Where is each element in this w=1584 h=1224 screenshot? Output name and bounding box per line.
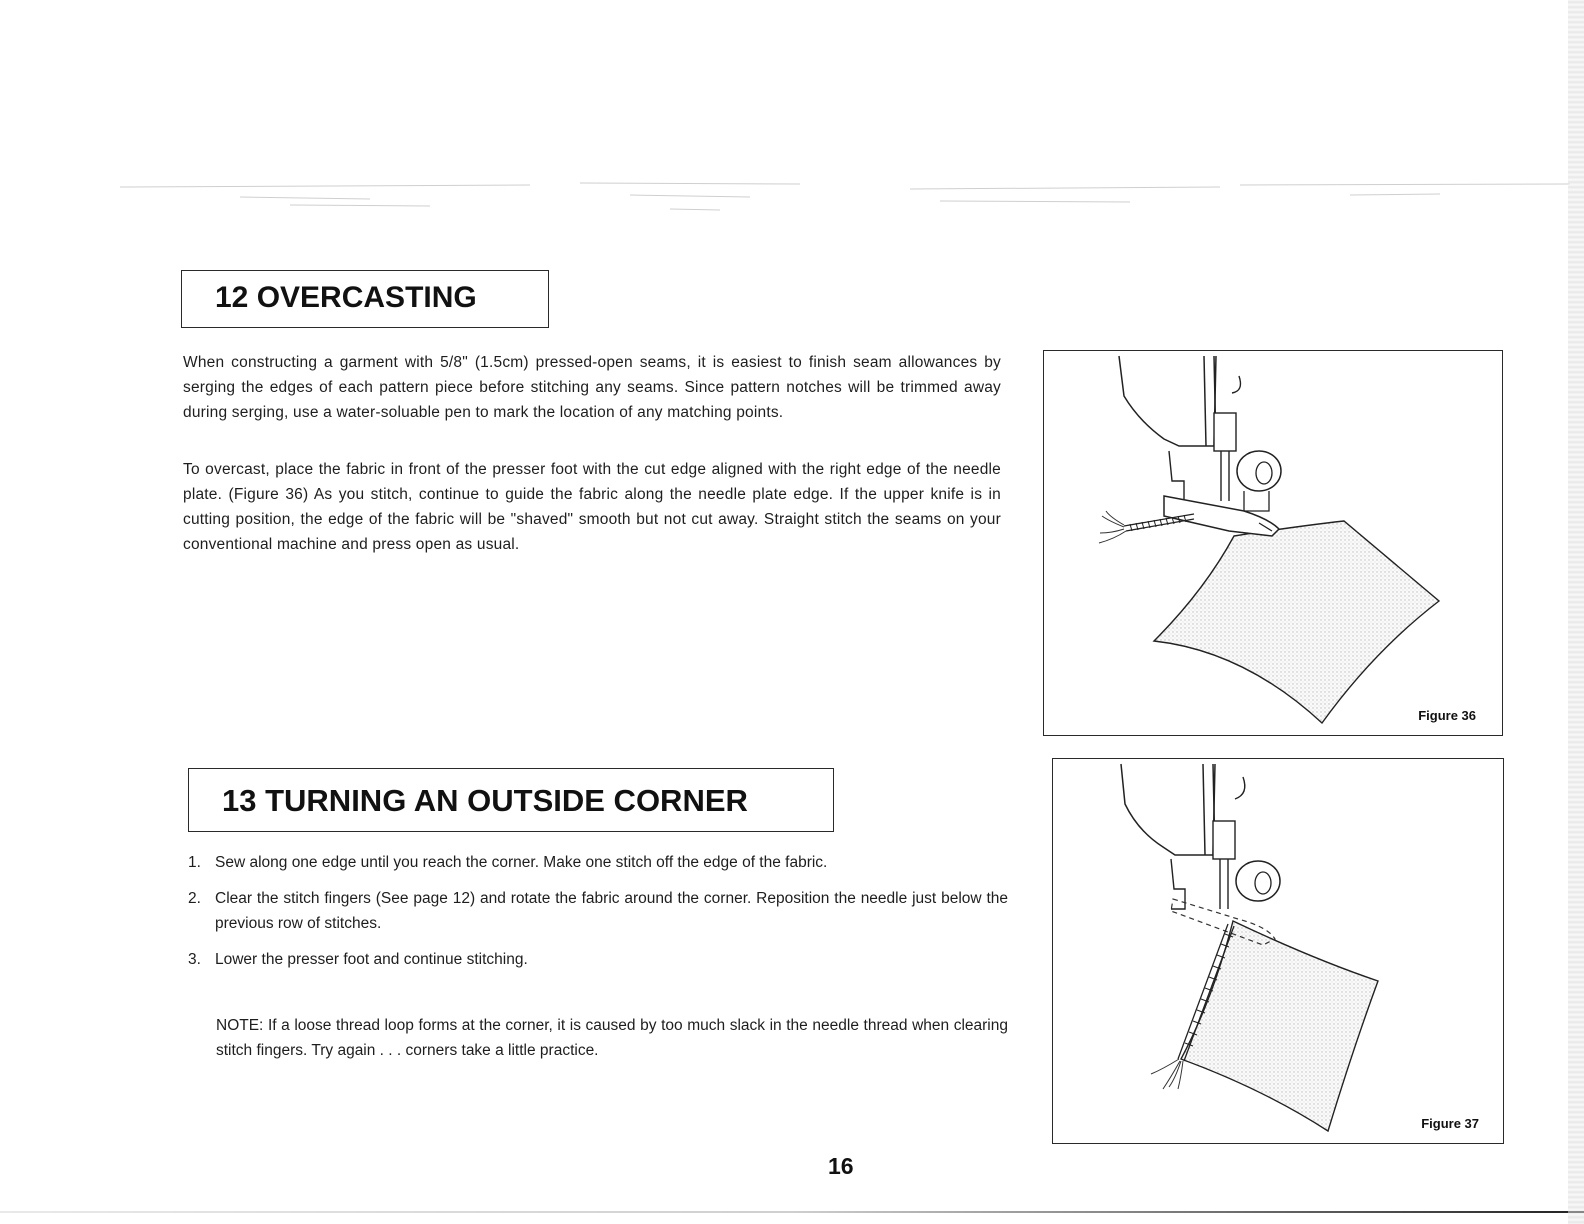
step-number: 2.: [188, 890, 201, 907]
step-text: Clear the stitch fingers (See page 12) and rotate the fabric around the corner. Reposition the needle just below the previous row of stitches.: [215, 890, 1008, 932]
corner-steps-list: [188, 850, 1008, 983]
section-12-heading: 12 OVERCASTING: [215, 281, 477, 314]
overcasting-paragraph-2: To overcast, place the fabric in front of the presser foot with the cut edge aligned with the right edge of the needle plate. (Figure 36) As you stitch, continue to guide the fabric along the needle plate edge. If the upper knife is in cutting position, the edge of the fabric will be "shaved" smooth but not cut away. Straight stitch the seams on your conventional machine and press open as usual.: [183, 461, 1001, 553]
right-scan-edge: [1568, 0, 1584, 1224]
bottom-scan-edge: [0, 1211, 1584, 1213]
serger-overcasting-drawing: [1044, 351, 1502, 735]
corner-note: NOTE: If a loose thread loop forms at the corner, it is caused by too much slack in the needle thread when clearing stitch fingers. Try again . . . corners take a little practice.: [216, 1017, 1008, 1059]
serger-corner-drawing: [1053, 759, 1503, 1143]
figure-36-overcasting-illustration: [1043, 350, 1503, 736]
figure-36-caption: Figure 36: [1418, 708, 1476, 723]
step-number: 1.: [188, 854, 201, 871]
page-number: 16: [828, 1153, 854, 1179]
list-item: [188, 850, 1008, 875]
step-text: Sew along one edge until you reach the corner. Make one stitch off the edge of the fabric.: [215, 854, 828, 871]
section-12-heading-box: [181, 270, 549, 328]
section-13-heading: 13 TURNING AN OUTSIDE CORNER: [222, 783, 748, 818]
section-13-heading-box: [188, 768, 834, 832]
list-item: [188, 886, 1008, 936]
list-item: [188, 947, 1008, 972]
figure-37-caption: Figure 37: [1421, 1116, 1479, 1131]
step-text: Lower the presser foot and continue stitching.: [215, 951, 528, 968]
scan-artifact-lines: [110, 175, 1570, 235]
figure-37-corner-illustration: [1052, 758, 1504, 1144]
step-number: 3.: [188, 951, 201, 968]
overcasting-paragraph-1: When constructing a garment with 5/8" (1.5cm) pressed-open seams, it is easiest to finish seam allowances by serging the edges of each pattern piece before stitching any seams. Since pattern notches will be trimmed away during serging, use a water-soluable pen to mark the location of any matching points.: [183, 354, 1001, 421]
